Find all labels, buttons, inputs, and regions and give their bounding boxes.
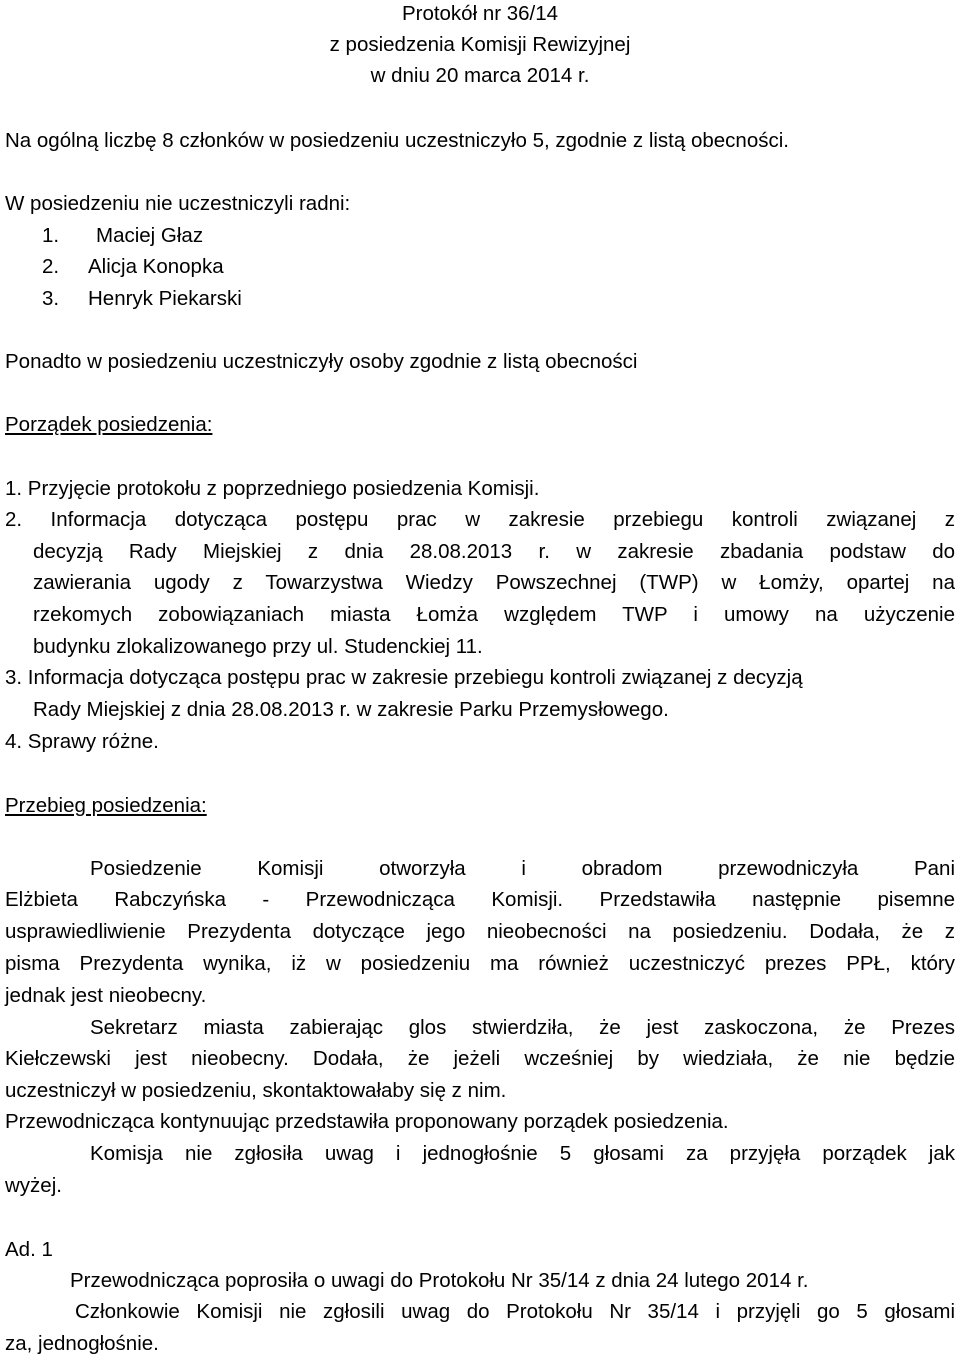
absent-item-name: Maciej Głaz — [96, 224, 204, 247]
ad1-heading: Ad. 1 — [5, 1238, 53, 1261]
agenda-item-2-line: zawierania ugody z Towarzystwa Wiedzy Powszechnej (TWP) w Łomży, opartej na — [33, 571, 955, 594]
proceedings-line: Posiedzenie Komisji otworzyła i obradom przewodniczyła Pani — [90, 857, 955, 880]
absent-heading: W posiedzeniu nie uczestniczyli radni: — [5, 192, 351, 215]
absent-item-name: Alicja Konopka — [88, 255, 224, 278]
proceedings-line: jednak jest nieobecny. — [5, 984, 207, 1007]
other-attendees: Ponadto w posiedzeniu uczestniczyły osoby zgodnie z listą obecności — [5, 350, 638, 373]
proceedings-line: uczestniczył w posiedzeniu, skontaktowałaby się z nim. — [5, 1079, 507, 1102]
agenda-item-2-line: decyzją Rady Miejskiej z dnia 28.08.2013 r. w zakresie zbadania podstaw do — [33, 540, 955, 563]
absent-item-name: Henryk Piekarski — [88, 287, 242, 310]
ad1-line: Przewodnicząca poprosiła o uwagi do Protokołu Nr 35/14 z dnia 24 lutego 2014 r. — [70, 1269, 809, 1292]
agenda-item-2-line: 2. Informacja dotycząca postępu prac w zakresie przebiegu kontroli związanej z — [5, 508, 955, 531]
agenda-heading: Porządek posiedzenia: — [5, 413, 213, 436]
agenda-item-2-line: rzekomych zobowiązaniach miasta Łomża względem TWP i umowy na użyczenie — [33, 603, 955, 626]
agenda-item-2-line: budynku zlokalizowanego przy ul. Studenckiej 11. — [33, 635, 483, 658]
absent-item-number: 2. — [42, 255, 60, 278]
absent-item-number: 1. — [42, 224, 60, 247]
proceedings-line: usprawiedliwienie Prezydenta dotyczące jego nieobecności na posiedzeniu. Dodała, że z — [5, 920, 955, 943]
agenda-item-1: 1. Przyjęcie protokołu z poprzedniego posiedzenia Komisji. — [5, 477, 540, 500]
attendance-statement: Na ogólną liczbę 8 członków w posiedzeniu uczestniczyło 5, zgodnie z listą obecności. — [5, 129, 789, 152]
proceedings-line: Kiełczewski jest nieobecny. Dodała, że jeżeli wcześniej by wiedziała, że nie będzie — [5, 1047, 955, 1070]
ad1-line: Członkowie Komisji nie zgłosili uwag do Protokołu Nr 35/14 i przyjęli go 5 głosami — [75, 1300, 955, 1323]
protocol-number: Protokół nr 36/14 — [401, 2, 559, 25]
proceedings-line: Komisja nie zgłosiła uwag i jednogłośnie 5 głosami za przyjęła porządek jak — [90, 1142, 955, 1165]
proceedings-line: wyżej. — [5, 1174, 62, 1197]
meeting-subtitle: z posiedzenia Komisji Rewizyjnej — [329, 33, 631, 56]
agenda-item-3-line: Rady Miejskiej z dnia 28.08.2013 r. w zakresie Parku Przemysłowego. — [33, 698, 669, 721]
agenda-item-3-line: 3. Informacja dotycząca postępu prac w zakresie przebiegu kontroli związanej z decyzją — [5, 666, 803, 689]
proceedings-line: Elżbieta Rabczyńska - Przewodnicząca Komisji. Przedstawiła następnie pisemne — [5, 888, 955, 911]
ad1-line: za, jednogłośnie. — [5, 1332, 159, 1355]
meeting-date: w dniu 20 marca 2014 r. — [370, 64, 590, 87]
proceedings-line: Przewodnicząca kontynuując przedstawiła proponowany porządek posiedzenia. — [5, 1110, 729, 1133]
absent-item-number: 3. — [42, 287, 60, 310]
proceedings-heading: Przebieg posiedzenia: — [5, 794, 207, 817]
proceedings-line: Sekretarz miasta zabierając glos stwierdziła, że jest zaskoczona, że Prezes — [90, 1016, 955, 1039]
agenda-item-4: 4. Sprawy różne. — [5, 730, 159, 753]
proceedings-line: pisma Prezydenta wynika, iż w posiedzeniu ma również uczestniczyć prezes PPŁ, który — [5, 952, 955, 975]
